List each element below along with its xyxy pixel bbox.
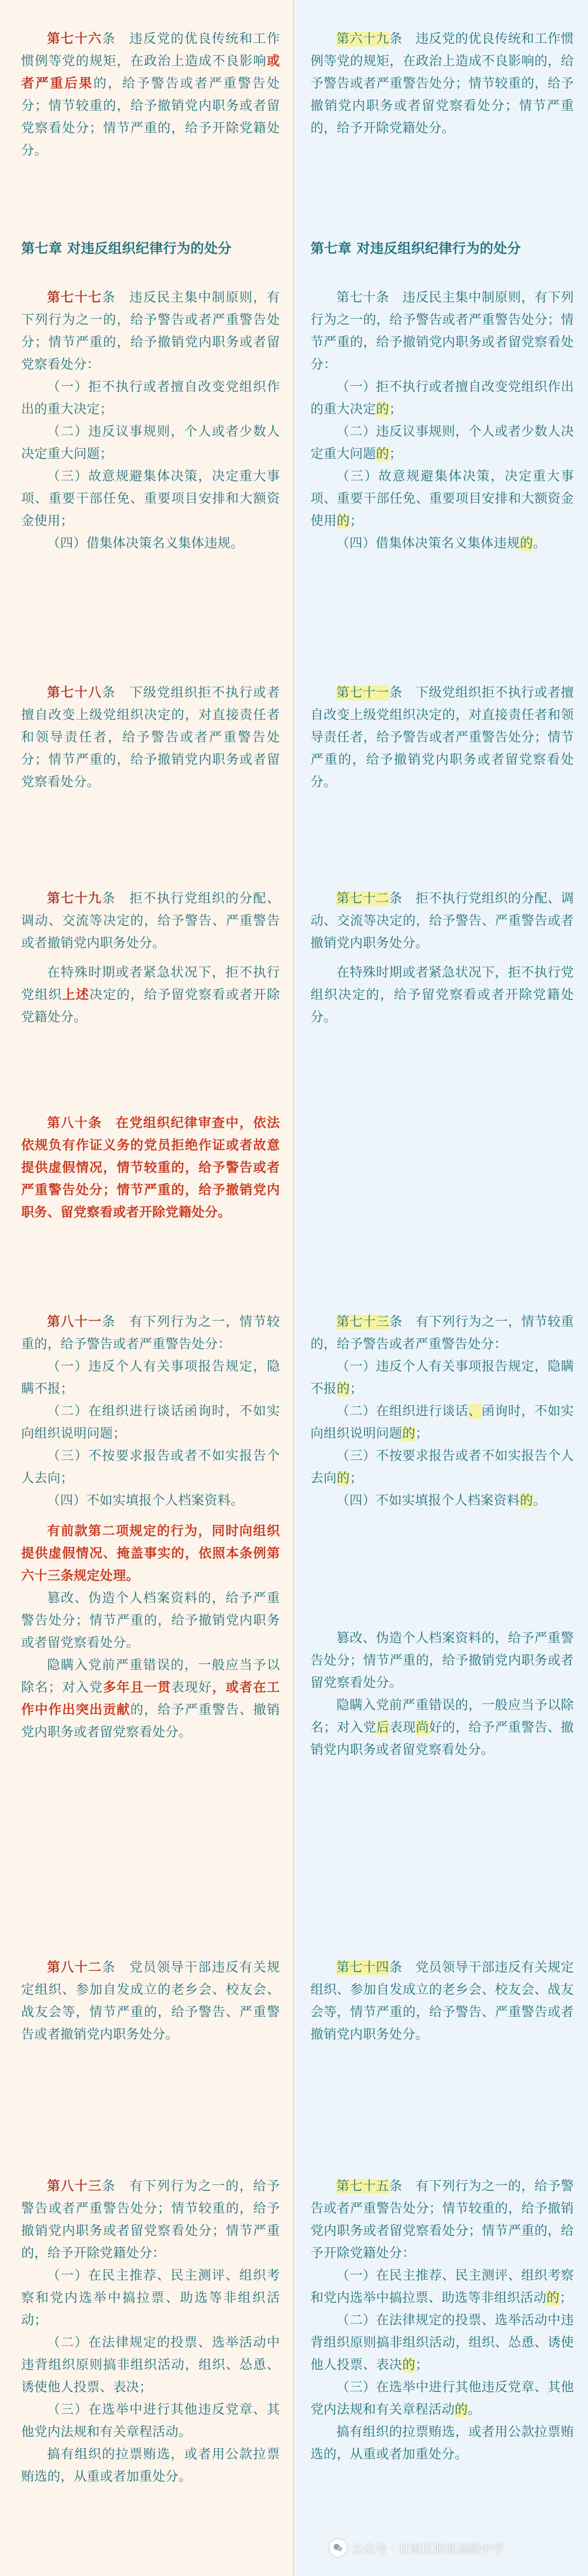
article-text: 条 违反党的优良传统和工作惯例等党的规矩，在政治上造成不良影响 <box>21 32 280 69</box>
left-article-77 <box>21 287 280 555</box>
paragraph: 篡改、伪造个人档案资料的，给予严重警告处分；情节严重的，给予撤销党内职务或者留党察看处分。 <box>310 1631 574 1690</box>
wechat-icon <box>329 2539 347 2557</box>
list-item: （三）在选举中进行其他违反党章、其他党内法规和有关章程活动的。 <box>310 2380 574 2417</box>
article-text: 条 党员领导干部违反有关规定组织、参加自发成立的老乡会、校友会、战友会等，情节严重的，给予警告、严重警告或者撤销党内职务处分。 <box>310 1960 574 2042</box>
article-number: 第七十 <box>336 290 376 305</box>
list-item: （四）借集体决策名义集体违规的。 <box>336 536 546 551</box>
list-item: （一）在民主推荐、民主测评、组织考察和党内选举中搞拉票、助选等非组织活动的； <box>310 2268 574 2306</box>
list-item: （一）拒不执行或者擅自改变党组织作出的重大决定的； <box>310 380 574 417</box>
list-item: （四）借集体决策名义集体违规。 <box>47 536 244 551</box>
article-text: 的，给予警告或者严重警告处分；情节较重的，给予撤销党内职务或者留党察看处分；情节严重的，给予开除党籍处分。 <box>21 76 280 158</box>
list-item: （二）在法律规定的投票、选举活动中违背组织原则搞非组织活动，组织、怂恿、诱使他人投票、表决； <box>21 2336 280 2395</box>
left-article-81: 第八十一条 有下列行为之一，情节较重的，给予警告或者严重警告处分： （一）违反个人有关事项报告规定，隐瞒不报； （二）在组织进行谈话函询时，不如实向组织说明问题； （三）不按要求报告或者不如实报告个人去向； （四）不如实填报个人档案资料。 有前款第二项规定的行为，同时向组织提供虚假情况、掩盖事实的，依照本条例第六十三条规定处理。 篡改、伪造个人档案资料的，给予严重警告处分；情节严重的，给予撤销党内职务或者留党察看处分。 隐瞒入党前严重错误的，一般应当予以除名；对入党多年且一贯表现好，或者在工作中作出突出贡献的，给予严重警告、撤销党内职务或者留党察看处分。 <box>21 1315 280 1740</box>
watermark <box>329 2539 504 2557</box>
article-number: 第七十六 <box>47 32 102 46</box>
left-article-82 <box>21 1957 280 2046</box>
left-chapter-title: 第七章 对违反组织纪律行为的处分 <box>21 241 232 256</box>
left-article-79: 第七十九条 拒不执行党组织的分配、调动、交流等决定的，给予警告、严重警告或者撤销党内职务处分。 在特殊时期或者紧急状况下，拒不执行党组织上述决定的，给予留党察看或者开除党籍处分。 <box>21 891 280 1025</box>
article-text: 条 有下列行为之一，情节较重的，给予警告或者严重警告处分： <box>310 1315 574 1352</box>
list-item: （二）在组织进行谈话、函询时，不如实向组织说明问题的； <box>310 1404 574 1441</box>
right-article-70 <box>310 287 574 555</box>
article-text: 条 违反民主集中制原则，有下列行为之一的，给予警告或者严重警告处分；情节严重的，给予撤销党内职务或者留党察看处分： <box>310 290 574 372</box>
list-item: （一）违反个人有关事项报告规定，隐瞒不报； <box>21 1359 280 1396</box>
list-item: （三）不按要求报告或者不如实报告个人去向的； <box>310 1449 574 1486</box>
paragraph: 在特殊时期或者紧急状况下，拒不执行党组织决定的，给予留党察看或者开除党籍处分。 <box>310 965 574 1025</box>
added-paragraph: 有前款第二项规定的行为，同时向组织提供虚假情况、掩盖事实的，依照本条例第六十三条规定处理。 <box>21 1524 280 1583</box>
list-item: （二）违反议事规则，个人或者少数人决定重大问题的； <box>310 425 574 462</box>
article-number: 第七十八 <box>47 686 102 700</box>
list-item: （三）故意规避集体决策，决定重大事项、重要干部任免、重要项目安排和大额资金使用的； <box>310 469 574 529</box>
right-article-71 <box>310 682 574 794</box>
article-text: 条 有下列行为之一的，给予警告或者严重警告处分；情节较重的，给予撤销党内职务或者留党察看处分；情节严重的，给予开除党籍处分： <box>310 2179 574 2261</box>
article-number: 第六十九 <box>336 32 389 46</box>
list-item: （一）拒不执行或者擅自改变党组织作出的重大决定； <box>21 380 280 417</box>
added-text: 上述 <box>62 988 90 1003</box>
article-number: 第八十二 <box>47 1960 102 1975</box>
article-number: 第七十九 <box>47 891 102 906</box>
article-number: 第八十三 <box>47 2179 102 2194</box>
article-text: 条 拒不执行党组织的分配、调动、交流等决定的，给予警告、严重警告或者撤销党内职务处分。 <box>310 891 574 951</box>
article-number: 第七十三 <box>336 1315 389 1329</box>
article-number: 第八十一 <box>47 1315 102 1329</box>
left-article-76 <box>21 28 280 162</box>
right-column <box>294 0 588 2576</box>
list-item: （一）在民主推荐、民主测评、组织考察和党内选举中搞拉票、助选等非组织活动； <box>21 2268 280 2328</box>
new-article-text: 第八十条 在党组织纪律审查中，依法依规负有作证义务的党员拒绝作证或者故意提供虚假情况，情节较重的，给予警告或者严重警告处分；情节严重的，给予撤销党内职务、留党察看或者开除党籍处分。 <box>21 1116 280 1220</box>
paragraph: 搞有组织的拉票贿选，或者用公款拉票贿选的，从重或者加重处分。 <box>21 2447 280 2484</box>
article-number: 第七十四 <box>336 1960 389 1975</box>
right-article-72 <box>310 888 574 1029</box>
added-text: ，或者在工作中作出突出贡献 <box>21 1680 280 1718</box>
paragraph: 搞有组织的拉票贿选，或者用公款拉票贿选的，从重或者加重处分。 <box>310 2425 574 2462</box>
watermark-text: 公众号 · 甘肃区职业高级中学 <box>352 2541 505 2556</box>
added-text: 或者严重后果 <box>21 54 280 91</box>
right-article-74 <box>310 1957 574 2046</box>
article-text: 条 拒不执行党组织的分配、调动、交流等决定的，给予警告、严重警告或者撤销党内职务处分。 <box>21 891 280 951</box>
article-number: 第七十五 <box>336 2179 389 2194</box>
list-item: （二）在组织进行谈话函询时，不如实向组织说明问题； <box>21 1404 280 1441</box>
left-article-78 <box>21 682 280 794</box>
added-text: 多年且一贯 <box>103 1680 172 1695</box>
list-item: （四）不如实填报个人档案资料。 <box>47 1494 244 1508</box>
article-text: 条 下级党组织拒不执行或者擅自改变上级党组织决定的，对直接责任者和领导责任者，给予警告或者严重警告处分；情节严重的，给予撤销党内职务或者留党察看处分。 <box>21 686 280 790</box>
list-item: （四）不如实填报个人档案资料的。 <box>336 1494 546 1508</box>
article-text: 条 违反党的优良传统和工作惯例等党的规矩，在政治上造成不良影响的，给予警告或者严重警告处分；情节较重的，给予撤销党内职务或者留党察看处分；情节严重的，给予开除党籍处分。 <box>310 32 574 136</box>
paragraph: 篡改、伪造个人档案资料的，给予严重警告处分；情节严重的，给予撤销党内职务或者留党察看处分。 <box>21 1591 280 1650</box>
article-text: 条 有下列行为之一的，给予警告或者严重警告处分；情节较重的，给予撤销党内职务或者留党察看处分；情节严重的，给予开除党籍处分： <box>21 2179 280 2261</box>
left-article-80 <box>21 1112 280 1224</box>
article-text: 条 下级党组织拒不执行或者擅自改变上级党组织决定的，对直接责任者和领导责任者，给予警告或者严重警告处分；情节严重的，给予撤销党内职务或者留党察看处分。 <box>310 686 574 790</box>
left-article-83 <box>21 2176 280 2488</box>
article-number: 第七十二 <box>336 891 389 906</box>
list-item: （一）违反个人有关事项报告规定，隐瞒不报的； <box>310 1359 574 1396</box>
right-article-69 <box>310 28 574 140</box>
list-item: （二）违反议事规则，个人或者少数人决定重大问题； <box>21 425 280 462</box>
article-text: 条 党员领导干部违反有关规定组织、参加自发成立的老乡会、校友会、战友会等，情节严重的，给予警告、严重警告或者撤销党内职务处分。 <box>21 1960 280 2042</box>
list-item: （二）在法律规定的投票、选举活动中违背组织原则搞非组织活动，组织、怂恿、诱使他人投票、表决的； <box>310 2313 574 2373</box>
article-text: 条 有下列行为之一，情节较重的，给予警告或者严重警告处分： <box>21 1315 280 1352</box>
list-item: （三）故意规避集体决策，决定重大事项、重要干部任免、重要项目安排和大额资金使用； <box>21 469 280 529</box>
list-item: （三）在选举中进行其他违反党章、其他党内法规和有关章程活动。 <box>21 2403 280 2440</box>
article-text: 条 违反民主集中制原则，有下列行为之一的，给予警告或者严重警告处分；情节严重的，给予撤销党内职务或者留党察看处分： <box>21 290 280 372</box>
article-number: 第七十一 <box>336 686 389 700</box>
article-number: 第七十七 <box>47 290 102 305</box>
right-article-73: 第七十三条 有下列行为之一，情节较重的，给予警告或者严重警告处分： （一）违反个人有关事项报告规定，隐瞒不报的； （二）在组织进行谈话、函询时，不如实向组织说明问题的； （三）不按要求报告或者不如实报告个人去向的； （四）不如实填报个人档案资料的。 篡改、伪造个人档案资料的，给予严重警告处分；情节严重的，给予撤销党内职务或者留党察看处分。 隐瞒入党前严重错误的，一般应当予以除名；对入党后表现尚好的，给予严重警告、撤销党内职务或者留党察看处分。 <box>310 1315 574 1758</box>
list-item: （三）不按要求报告或者不如实报告个人去向； <box>21 1449 280 1486</box>
right-article-75 <box>310 2176 574 2466</box>
right-chapter-title: 第七章 对违反组织纪律行为的处分 <box>310 241 521 256</box>
